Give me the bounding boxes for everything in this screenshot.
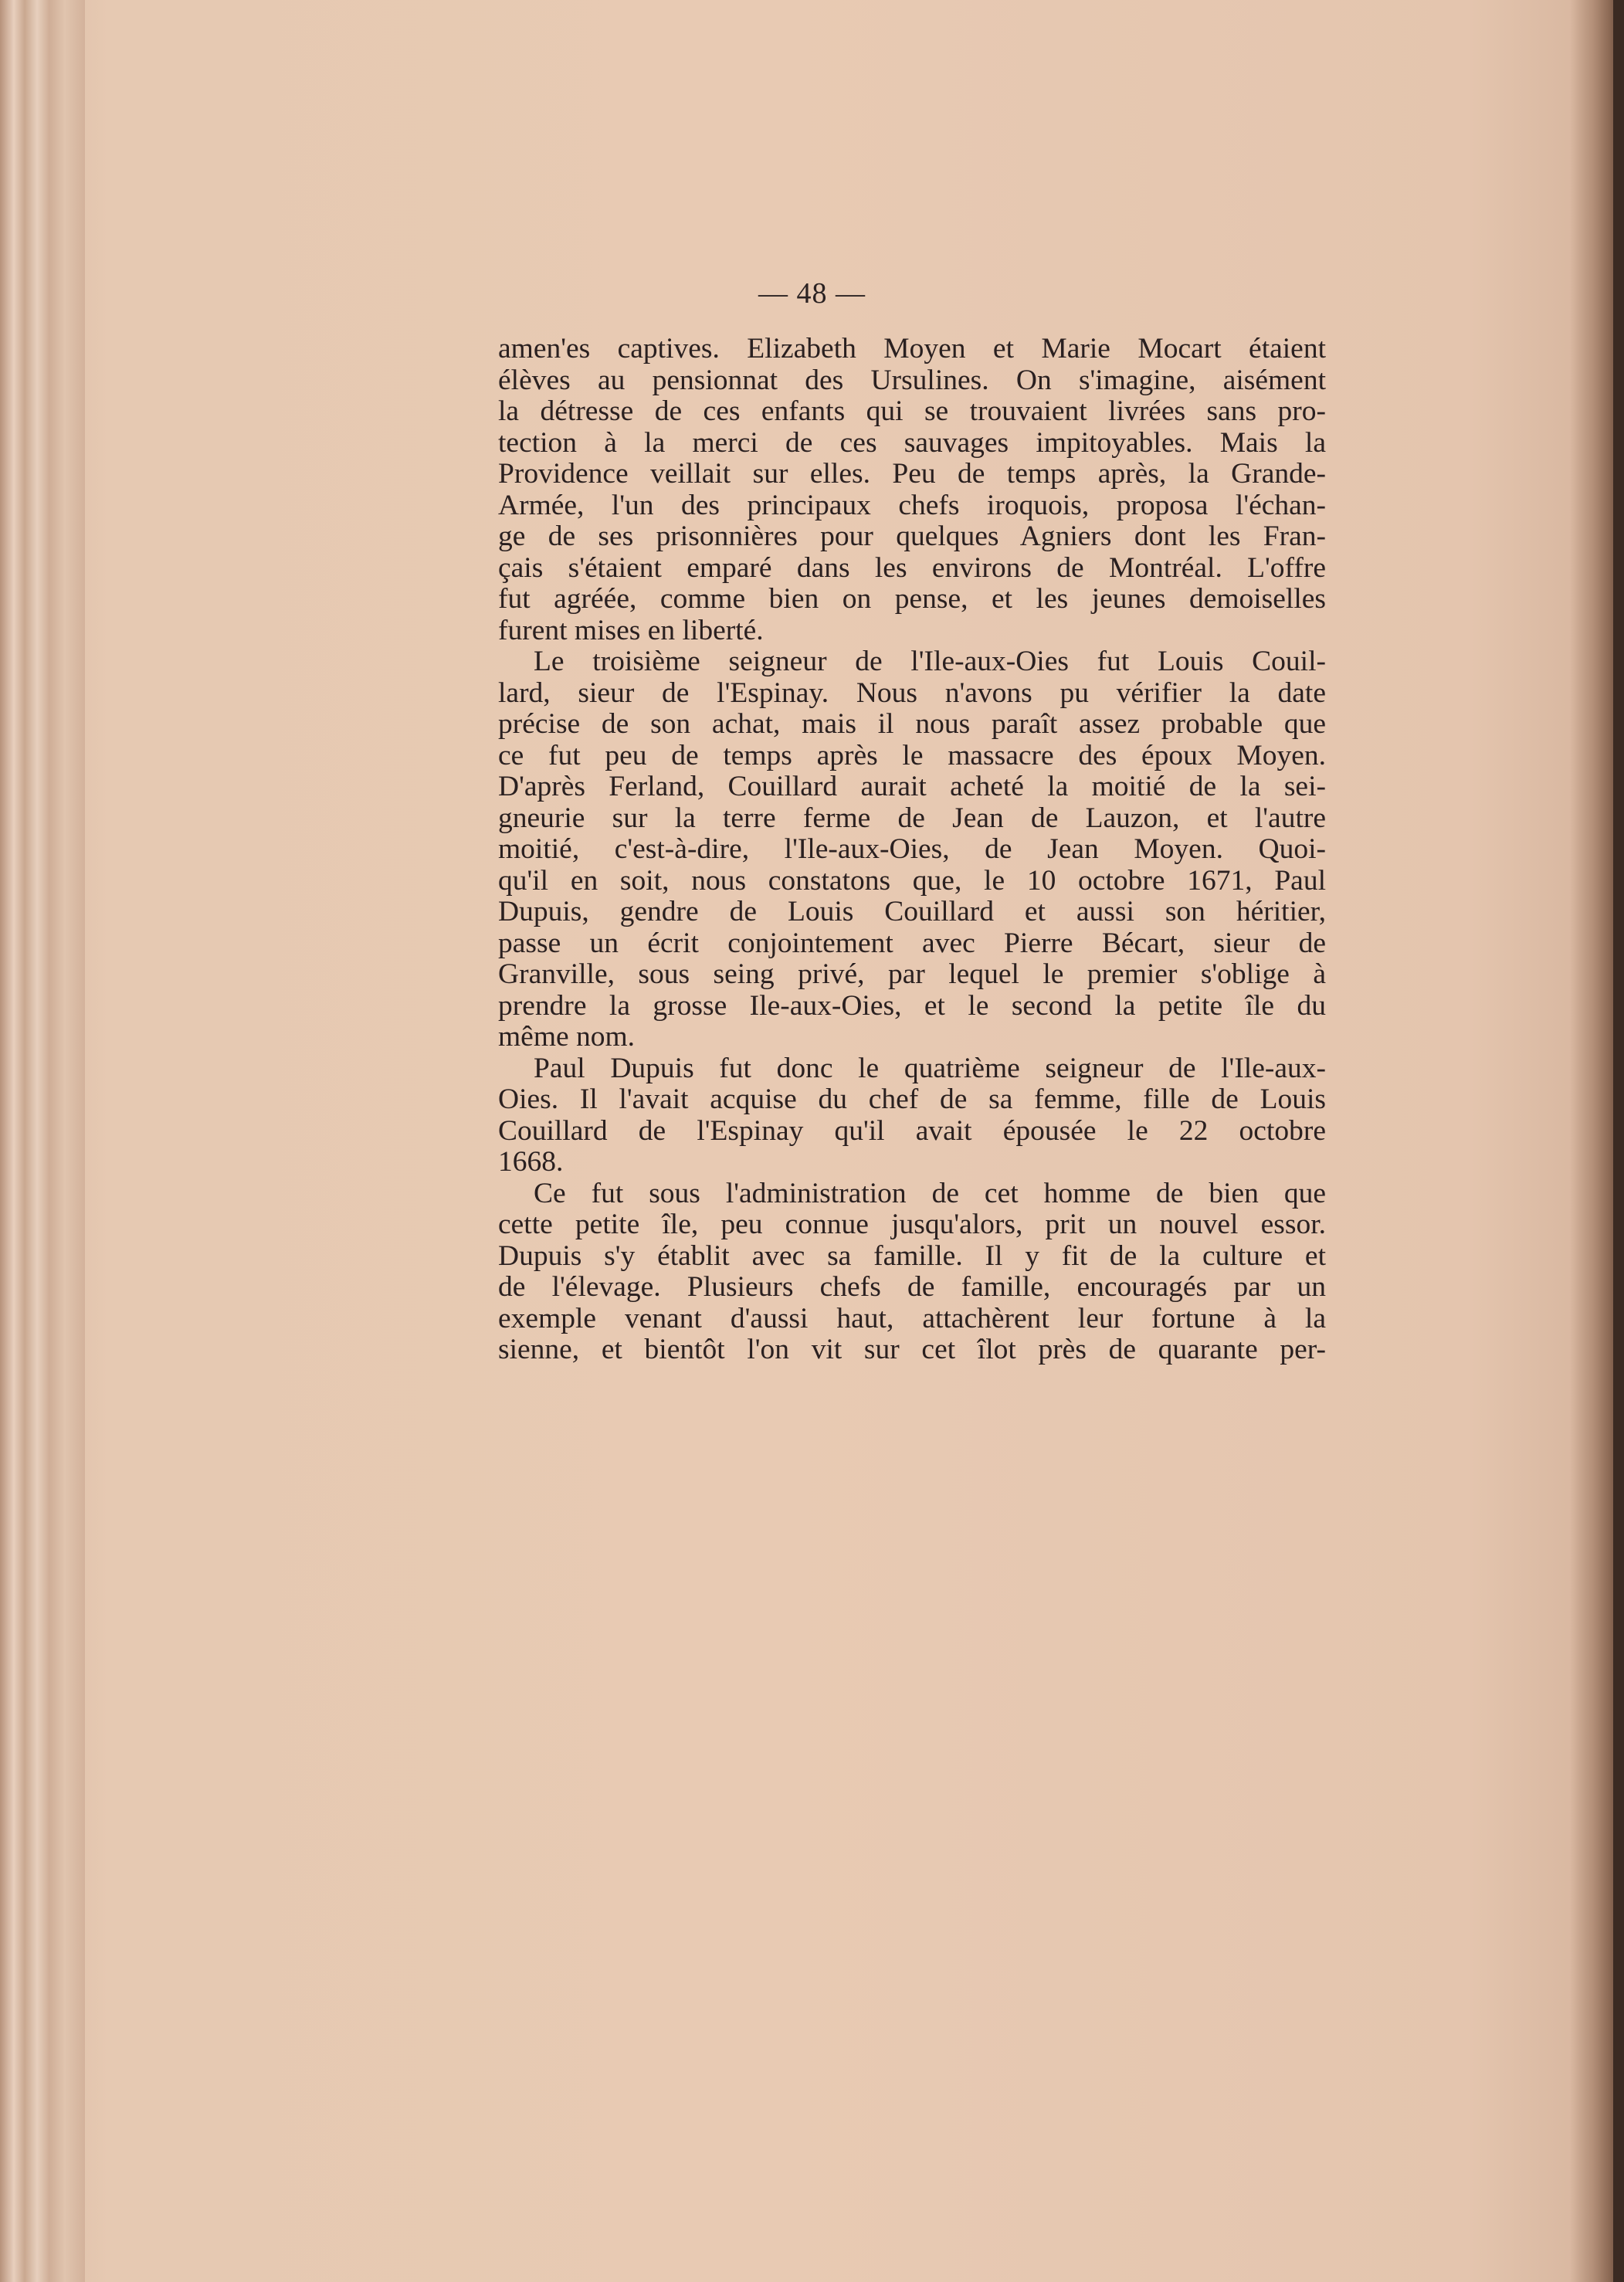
text-line: amen'es captives. Elizabeth Moyen et Marie Mocart étaient — [498, 333, 1326, 365]
text-line: Armée, l'un des principaux chefs iroquois, proposa l'échan- — [498, 489, 1326, 521]
text-line: moitié, c'est-à-dire, l'Ile-aux-Oies, de Jean Moyen. Quoi- — [498, 833, 1326, 865]
text-line: prendre la grosse Ile-aux-Oies, et le second la petite île du — [498, 989, 1326, 1022]
text-line: Paul Dupuis fut donc le quatrième seigneur de l'Ile-aux- — [534, 1052, 1326, 1084]
text-line: la détresse de ces enfants qui se trouvaient livrées sans pro- — [498, 395, 1326, 427]
body-text — [498, 334, 1326, 1366]
text-line: fut agréée, comme bien on pense, et les jeunes demoiselles — [498, 583, 1326, 615]
text-line: de l'élevage. Plusieurs chefs de famille, encouragés par un — [498, 1271, 1326, 1303]
text-line: ge de ses prisonnières pour quelques Agniers dont les Fran- — [498, 520, 1326, 552]
text-line: Providence veillait sur elles. Peu de temps après, la Grande- — [498, 458, 1326, 490]
text-line: élèves au pensionnat des Ursulines. On s'imagine, aisément — [498, 364, 1326, 396]
paragraph-1 — [498, 334, 1326, 646]
text-line: çais s'étaient emparé dans les environs de Montréal. L'offre — [498, 551, 1326, 584]
text-line: 1668. — [498, 1146, 564, 1178]
text-line: Le troisième seigneur de l'Ile-aux-Oies fut Louis Couil- — [534, 646, 1326, 677]
text-line: qu'il en soit, nous constatons que, le 10 octobre 1671, Paul — [498, 864, 1326, 897]
text-line: Oies. Il l'avait acquise du chef de sa femme, fille de Louis — [498, 1083, 1326, 1115]
text-line: exemple venant d'aussi haut, attachèrent leur fortune à la — [498, 1302, 1326, 1334]
text-line: ce fut peu de temps après le massacre des époux Moyen. — [498, 739, 1326, 771]
page-number: — 48 — — [758, 277, 866, 310]
text-line: même nom. — [498, 1021, 636, 1053]
text-line: tection à la merci de ces sauvages impitoyables. Mais la — [498, 426, 1326, 459]
paragraph-3 — [498, 1053, 1326, 1178]
text-line: gneurie sur la terre ferme de Jean de Lauzon, et l'autre — [498, 802, 1326, 834]
page-spine-shadow — [0, 0, 85, 2282]
paragraph-4 — [498, 1178, 1326, 1366]
text-line: Ce fut sous l'administration de cet homme de bien que — [534, 1177, 1326, 1209]
text-line: furent mises en liberté. — [498, 614, 764, 646]
page-edge-dark — [1613, 0, 1624, 2282]
text-line: D'après Ferland, Couillard aurait acheté la moitié de la sei- — [498, 771, 1326, 802]
text-line: Dupuis, gendre de Louis Couillard et aussi son héritier, — [498, 896, 1326, 927]
text-line: précise de son achat, mais il nous paraît assez probable que — [498, 708, 1326, 740]
text-line: passe un écrit conjointement avec Pierre Bécart, sieur de — [498, 927, 1326, 959]
text-line: cette petite île, peu connue jusqu'alors, prit un nouvel essor. — [498, 1209, 1326, 1240]
text-line: Granville, sous seing privé, par lequel le premier s'oblige à — [498, 958, 1326, 990]
text-line: lard, sieur de l'Espinay. Nous n'avons pu vérifier la date — [498, 676, 1326, 709]
text-line: sienne, et bientôt l'on vit sur cet îlot près de quarante per- — [498, 1334, 1326, 1365]
text-line: Dupuis s'y établit avec sa famille. Il y fit de la culture et — [498, 1239, 1326, 1272]
paragraph-2 — [498, 646, 1326, 1053]
text-line: Couillard de l'Espinay qu'il avait épousée le 22 octobre — [498, 1114, 1326, 1147]
